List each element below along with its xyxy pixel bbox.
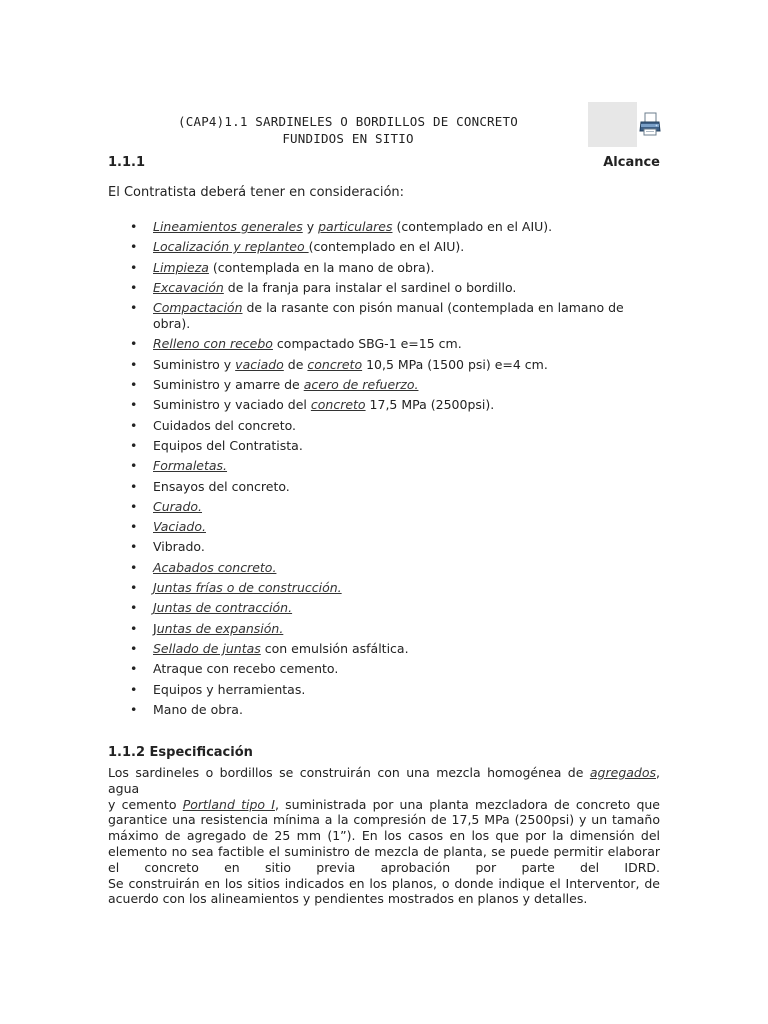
reference-link[interactable]: Relleno con recebo — [153, 336, 273, 352]
printer-icon[interactable] — [639, 112, 661, 136]
text-run: y — [302, 219, 319, 234]
specification-paragraph — [108, 765, 660, 907]
paragraph-line — [108, 876, 660, 892]
text-run: 17,5 MPa (2500psi). — [365, 397, 495, 413]
reference-link[interactable]: concreto — [307, 356, 363, 372]
text-run: Suministro y vaciado del — [153, 397, 311, 413]
reference-link[interactable]: Formaletas. — [153, 458, 228, 474]
text-run: compactado SBG-1 e=15 cm. — [272, 336, 462, 352]
list-item — [108, 418, 660, 434]
reference-link[interactable]: acero de refuerzo. — [303, 377, 419, 393]
scope-list — [108, 219, 660, 722]
text-run: Suministro y — [153, 356, 236, 372]
reference-link[interactable]: vaciado — [235, 356, 284, 372]
text-run: Cuidados del concreto. — [153, 417, 297, 433]
paragraph-line — [108, 828, 660, 844]
paragraph-line — [108, 844, 660, 860]
reference-link[interactable]: Compactación — [153, 300, 243, 316]
list-item — [108, 621, 660, 637]
text-run: acuerdo con los alineamientos y pendientes mostrados en planos y detalles. — [108, 891, 588, 907]
text-run: Equipos del Contratista. — [153, 437, 303, 453]
list-item — [108, 682, 660, 698]
text-run: 10,5 MPa (1500 psi) e=4 cm. — [362, 356, 548, 372]
list-item — [108, 479, 660, 495]
paragraph-line — [108, 891, 660, 907]
section-number: 1.1.1 — [108, 155, 146, 170]
text-run: Suministro y amarre de — [153, 377, 304, 393]
reference-link[interactable]: Localización y replanteo — [153, 239, 309, 255]
reference-link[interactable]: Juntas frías o de construcción. — [153, 580, 342, 596]
reference-link[interactable]: Acabados concreto. — [153, 559, 277, 575]
reference-link[interactable]: agregados — [589, 765, 657, 780]
list-item — [108, 397, 660, 413]
list-item — [108, 458, 660, 474]
list-item — [108, 239, 660, 255]
text-run: el concreto en sitio previa aprobación por parte del IDRD. — [108, 859, 660, 875]
list-item — [108, 661, 660, 677]
reference-link[interactable]: Curado. — [153, 498, 203, 514]
list-item — [108, 702, 660, 718]
text-run: máximo de agregado de 25 mm (1”). En los casos en los que por la dimensión del — [108, 828, 660, 844]
list-item — [108, 600, 660, 616]
text-run: J — [153, 620, 157, 636]
text-run: , suministrada por una planta mezcladora de concreto que — [274, 796, 661, 812]
list-item — [108, 519, 660, 535]
text-run: de la rasante con pisón manual (contemplada en lamano de obra). — [153, 300, 624, 332]
reference-link[interactable]: Lineamientos generales — [153, 219, 303, 234]
text-run: (contemplada en la mano de obra). — [208, 259, 435, 275]
text-run: Se construirán en los sitios indicados en los planos, o donde indique el Interventor, de — [108, 875, 660, 891]
list-item — [108, 357, 660, 373]
text-run: Ensayos del concreto. — [153, 478, 290, 494]
list-item — [108, 377, 660, 393]
paragraph-line — [108, 860, 660, 876]
reference-link[interactable]: Vaciado. — [153, 519, 206, 535]
reference-link[interactable]: concreto — [310, 397, 366, 413]
title-line-2: FUNDIDOS EN SITIO — [282, 131, 414, 146]
list-item — [108, 336, 660, 352]
paragraph-line — [108, 812, 660, 828]
text-run: , agua — [108, 765, 660, 796]
reference-link[interactable]: untas de expansión. — [156, 620, 284, 636]
paragraph-line — [108, 797, 660, 813]
intro-text: El Contratista deberá tener en consideración: — [108, 185, 405, 200]
text-run: Mano de obra. — [153, 701, 243, 717]
text-run: Equipos y herramientas. — [153, 681, 306, 697]
list-item — [108, 219, 660, 235]
section-name: Alcance — [603, 155, 660, 170]
list-item — [108, 438, 660, 454]
document-title — [108, 113, 588, 147]
specification-heading: 1.1.2 Especificación — [108, 745, 253, 760]
text-run: Los sardineles o bordillos se construirán con una mezcla homogénea de — [108, 765, 590, 780]
reference-link[interactable]: Juntas de contracción. — [153, 600, 293, 616]
list-item — [108, 280, 660, 296]
list-item — [108, 499, 660, 515]
text-run: Atraque con recebo cemento. — [153, 661, 339, 677]
reference-link[interactable]: Excavación — [153, 279, 224, 295]
text-run: con emulsión asfáltica. — [260, 640, 409, 656]
list-item — [108, 260, 660, 276]
list-item — [108, 539, 660, 555]
list-item — [108, 300, 660, 332]
print-button-area[interactable] — [588, 102, 637, 147]
title-line-1: (CAP4)1.1 SARDINELES O BORDILLOS DE CONCRETO — [178, 114, 518, 129]
text-run: de la franja para instalar el sardinel o bordillo. — [223, 279, 517, 295]
reference-link[interactable]: Limpieza — [153, 259, 209, 275]
reference-link[interactable]: particulares — [318, 219, 393, 234]
reference-link[interactable]: Portland tipo I — [182, 796, 275, 812]
text-run: garantice una resistencia mínima a la compresión de 17,5 MPa (2500psi) y un tamaño — [108, 812, 660, 828]
text-run: elemento no sea factible el suministro de mezcla de planta, se puede permitir elaborar — [108, 843, 660, 859]
reference-link[interactable]: Sellado de juntas — [153, 640, 261, 656]
paragraph-line — [108, 765, 660, 797]
text-run: Vibrado. — [153, 539, 205, 555]
list-item — [108, 641, 660, 657]
list-item — [108, 560, 660, 576]
list-item — [108, 580, 660, 596]
text-run: (contemplado en el AIU). — [308, 239, 465, 255]
text-run: (contemplado en el AIU). — [392, 219, 553, 234]
text-run: y cemento — [108, 796, 183, 812]
text-run: de — [283, 356, 308, 372]
